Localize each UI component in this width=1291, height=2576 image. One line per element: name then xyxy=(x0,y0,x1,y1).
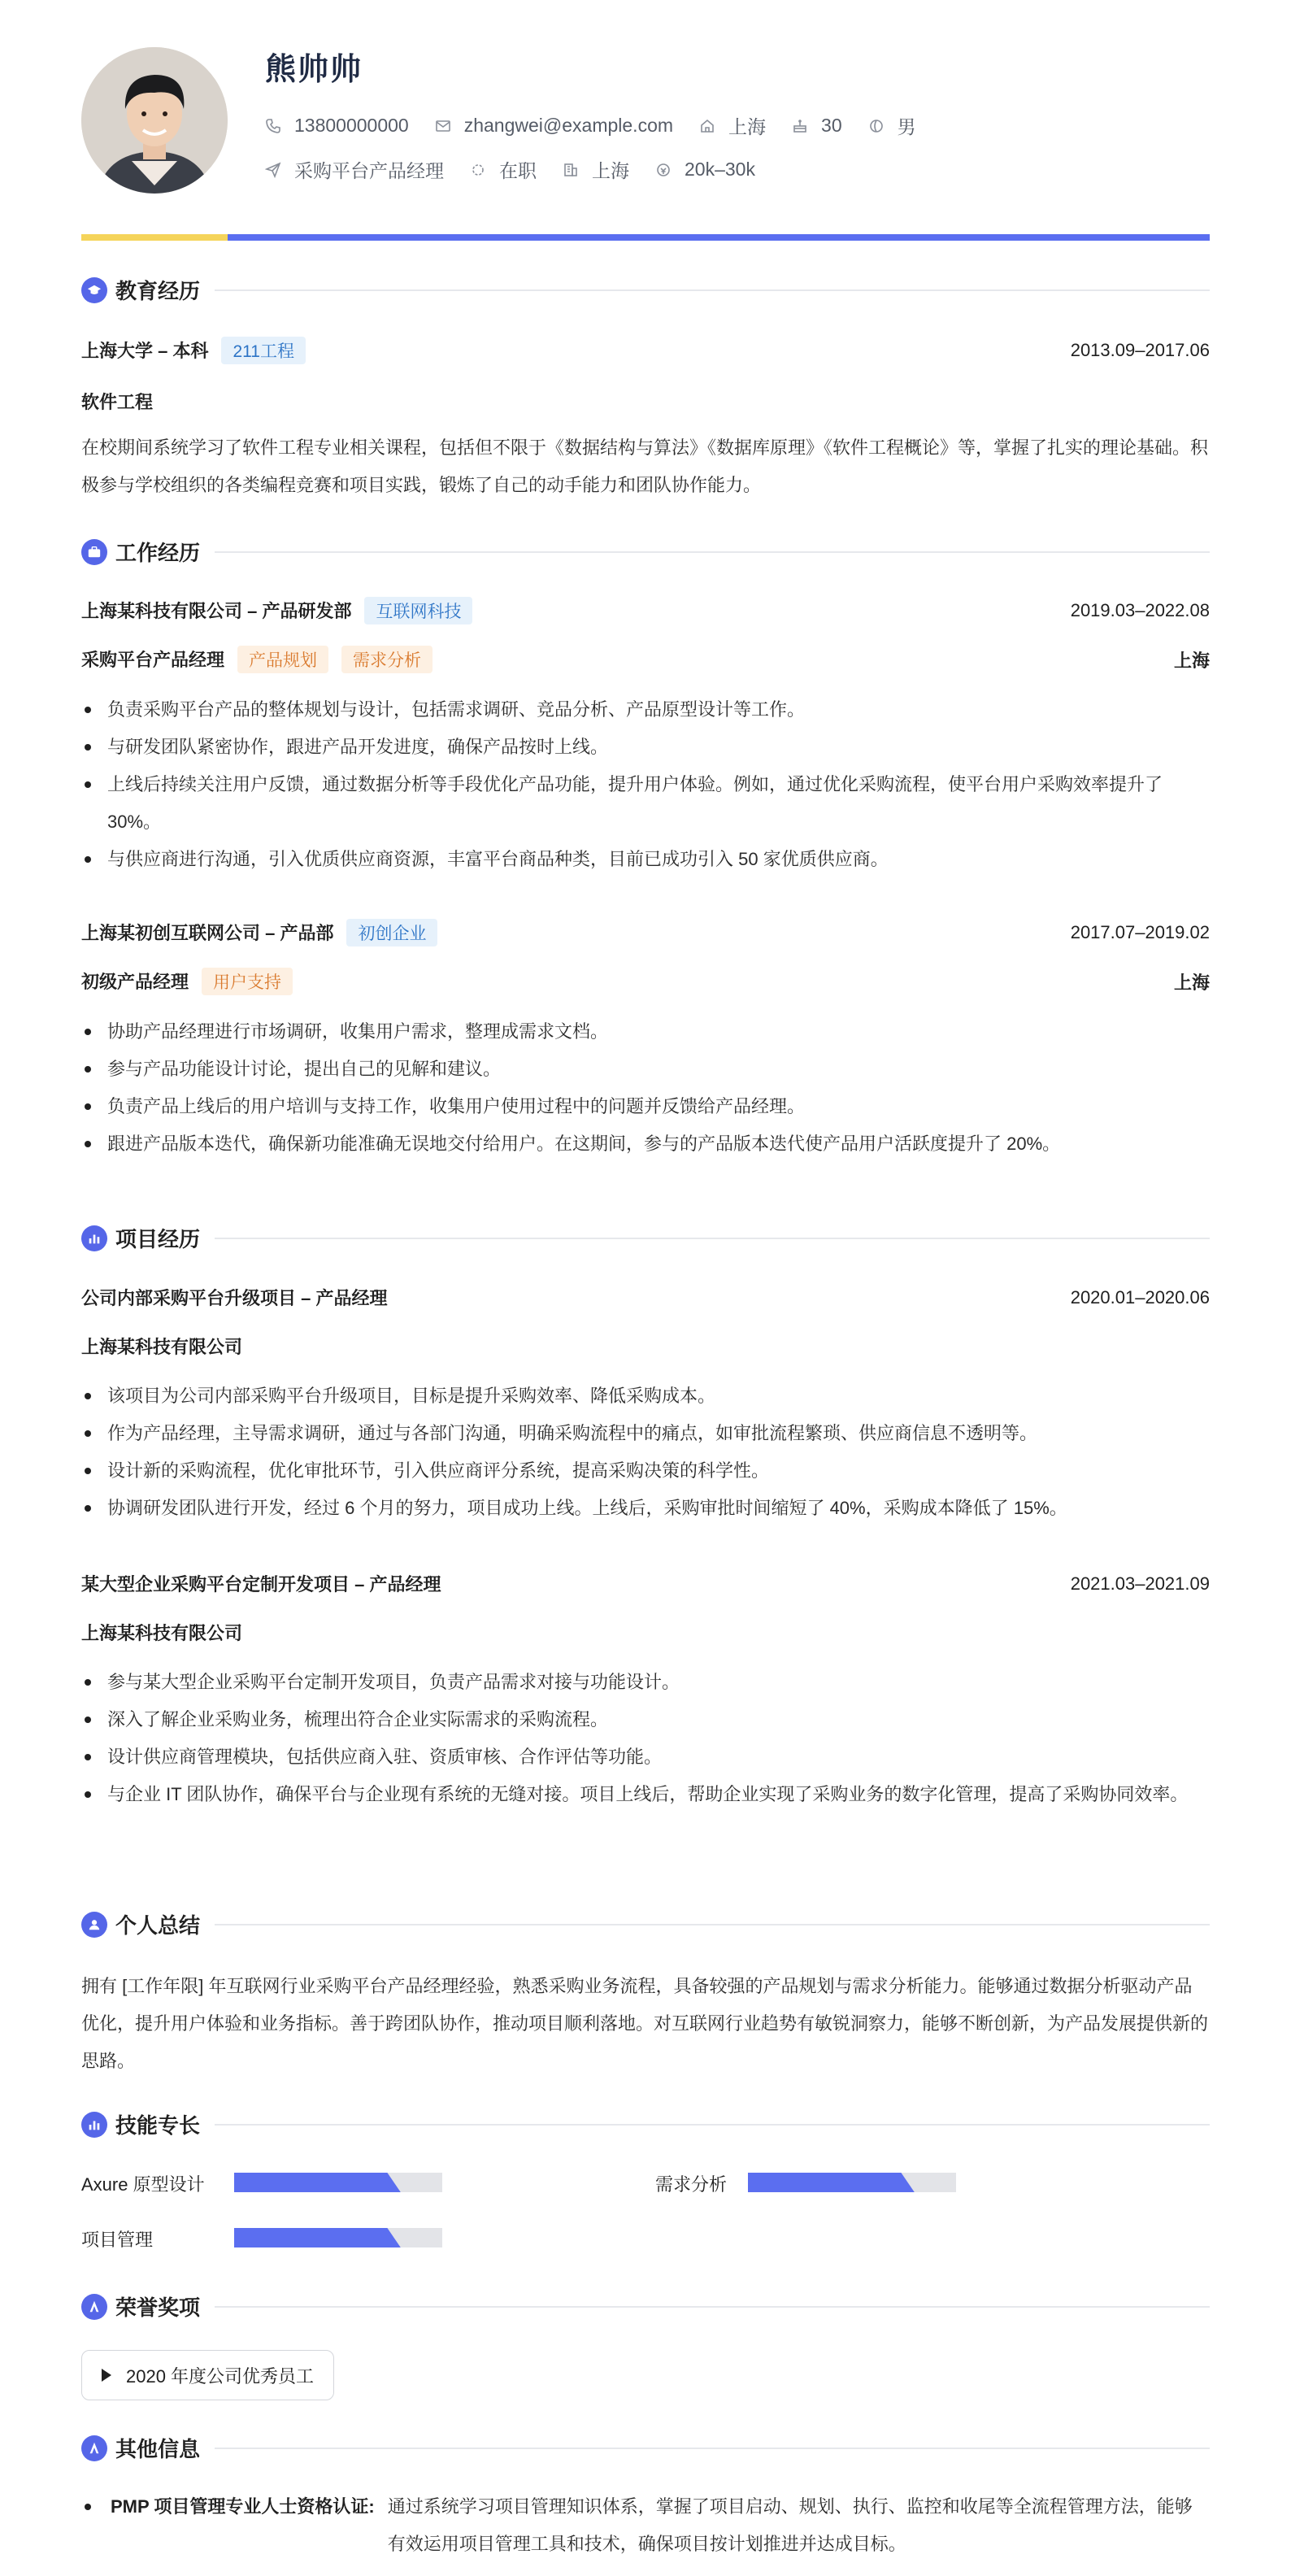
home-icon xyxy=(699,118,715,134)
send-icon xyxy=(265,162,281,178)
section-education xyxy=(81,275,1210,305)
bar-chart-icon xyxy=(81,2112,107,2138)
skill-bar-fill xyxy=(748,2173,915,2192)
skill-bar-fill xyxy=(234,2228,401,2247)
list-item: 协助产品经理进行市场调研，收集用户需求，整理成需求文档。 xyxy=(81,1013,1210,1051)
company-name: 上海某初创互联网公司 – 产品部 xyxy=(81,923,334,943)
section-rule xyxy=(215,2306,1210,2308)
education-header xyxy=(81,337,1210,364)
school-name: 上海大学 – 本科 xyxy=(81,341,209,361)
work-2-header xyxy=(81,919,1210,946)
list-item: 设计新的采购流程，优化审批环节，引入供应商评分系统，提高采购决策的科学性。 xyxy=(81,1452,1210,1490)
skill-bar xyxy=(748,2173,956,2192)
age-value: 30 xyxy=(821,115,842,136)
project-1-bullets xyxy=(81,1377,1210,1527)
list-item: 参与某大型企业采购平台定制开发项目，负责产品需求对接与功能设计。 xyxy=(81,1664,1210,1701)
section-title: 个人总结 xyxy=(115,1913,201,1938)
briefcase-icon xyxy=(81,539,107,565)
project-title: 某大型企业采购平台定制开发项目 – 产品经理 xyxy=(81,1574,441,1595)
role-title: 采购平台产品经理 xyxy=(81,650,225,670)
section-rule xyxy=(215,1924,1210,1925)
phone-icon xyxy=(265,118,281,134)
role-tag: 用户支持 xyxy=(202,968,293,995)
list-item: 与研发团队紧密协作，跟进产品开发进度，确保产品按时上线。 xyxy=(81,729,1210,766)
section-work xyxy=(81,537,1210,567)
section-title: 项目经历 xyxy=(115,1227,201,1251)
city-value: 上海 xyxy=(728,116,767,137)
status-icon xyxy=(470,162,486,178)
list-item: 上线后持续关注用户反馈，通过数据分析等手段优化产品功能，提升用户体验。例如，通过优化采购流程，使平台用户采购效率提升了 30%。 xyxy=(81,766,1210,841)
role-tag: 产品规划 xyxy=(237,646,328,673)
skill-item xyxy=(655,2171,727,2196)
candidate-name: 熊帅帅 xyxy=(265,53,363,87)
work-location: 上海 xyxy=(1173,972,1210,993)
work-date: 2017.07–2019.02 xyxy=(1070,922,1210,942)
mail-icon xyxy=(435,118,451,134)
coin-icon xyxy=(655,162,672,178)
list-item: 协调研发团队进行开发，经过 6 个月的努力，项目成功上线。上线后，采购审批时间缩短了 40%，采购成本降低了 15%。 xyxy=(81,1490,1210,1527)
skill-item xyxy=(81,2226,153,2252)
avatar xyxy=(81,47,228,194)
salary-value: 20k–30k xyxy=(685,159,755,180)
age-item xyxy=(792,115,842,137)
cake-icon xyxy=(792,118,808,134)
project-title: 公司内部采购平台升级项目 – 产品经理 xyxy=(81,1288,388,1308)
section-other xyxy=(81,2433,1210,2463)
user-icon xyxy=(81,1912,107,1938)
section-honors xyxy=(81,2291,1210,2321)
list-item: 深入了解企业采购业务，梳理出符合企业实际需求的采购流程。 xyxy=(81,1701,1210,1738)
section-rule xyxy=(215,289,1210,291)
section-rule xyxy=(215,2448,1210,2449)
divider-accent-blue xyxy=(228,234,1210,241)
phone-value: 13800000000 xyxy=(294,115,409,136)
status-item xyxy=(470,156,537,183)
gender-icon xyxy=(868,118,885,134)
list-item: 与企业 IT 团队协作，确保平台与企业现有系统的无缝对接。项目上线后，帮助企业实现了采购业务的数字化管理，提高了采购协同效率。 xyxy=(81,1776,1210,1813)
list-item: 与供应商进行沟通，引入优质供应商资源，丰富平台商品种类，目前已成功引入 50 家优质供应商。 xyxy=(81,841,1210,878)
school-tag: 211工程 xyxy=(221,337,305,364)
skill-name: Axure 原型设计 xyxy=(81,2174,205,2195)
education-date: 2013.09–2017.06 xyxy=(1070,340,1210,360)
header-divider xyxy=(81,234,1210,241)
list-item: 参与产品功能设计讨论，提出自己的见解和建议。 xyxy=(81,1051,1210,1088)
section-title: 荣誉奖项 xyxy=(115,2295,201,2320)
city-item xyxy=(699,112,766,139)
education-description: 在校期间系统学习了软件工程专业相关课程，包括但不限于《数据结构与算法》《数据库原理》《软件工程概论》等，掌握了扎实的理论基础。积极参与学校组织的各类编程竞赛和项目实践，锻炼了自己的动手能力和团队协作能力。 xyxy=(81,437,1209,495)
section-summary xyxy=(81,1909,1210,1939)
work-1-header xyxy=(81,597,1210,624)
section-title: 工作经历 xyxy=(115,541,201,565)
work-2-role xyxy=(81,968,1210,995)
work-2-bullets xyxy=(81,1013,1210,1163)
list-item: 跟进产品版本迭代，确保新功能准确无误地交付给用户。在这期间，参与的产品版本迭代使产品用户活跃度提升了 20%。 xyxy=(81,1125,1210,1163)
skill-bar-fill xyxy=(234,2173,401,2192)
gender-item xyxy=(868,112,916,139)
divider-accent-yellow xyxy=(81,234,228,241)
award-icon xyxy=(81,2294,107,2320)
project-2-header xyxy=(81,1571,1210,1596)
target-role-value: 采购平台产品经理 xyxy=(294,160,444,181)
work-date: 2019.03–2022.08 xyxy=(1070,600,1210,620)
salary-item xyxy=(655,159,755,181)
email-value: zhangwei@example.com xyxy=(463,115,674,136)
project-company: 上海某科技有限公司 xyxy=(81,1623,243,1643)
company-tag: 初创企业 xyxy=(346,919,437,946)
contact-row xyxy=(265,112,942,139)
project-1-header xyxy=(81,1285,1210,1310)
profile-header xyxy=(81,0,1210,236)
role-tag: 需求分析 xyxy=(341,646,433,673)
play-triangle-icon xyxy=(102,2369,111,2382)
section-title: 教育经历 xyxy=(115,279,201,303)
work-location: 上海 xyxy=(1173,650,1210,671)
role-title: 初级产品经理 xyxy=(81,972,189,992)
list-item: 设计供应商管理模块，包括供应商入驻、资质审核、合作评估等功能。 xyxy=(81,1738,1210,1776)
section-title: 技能专长 xyxy=(115,2113,201,2138)
section-skills xyxy=(81,2109,1210,2139)
section-rule xyxy=(215,2124,1210,2126)
skill-bar xyxy=(234,2173,442,2192)
skill-name: 项目管理 xyxy=(81,2230,154,2250)
major: 软件工程 xyxy=(81,392,154,412)
summary-text: 拥有 [工作年限] 年互联网行业采购平台产品经理经验，熟悉采购业务流程，具备较强的产品规划与需求分析能力。能够通过数据分析驱动产品优化，提升用户体验和业务指标。善于跨团队协作，推动项目顺利落地。对互联网行业趋势有敏锐洞察力，能够不断创新，为产品发展提供新的思路。 xyxy=(81,1976,1209,2071)
intent-row xyxy=(265,156,781,183)
section-title: 其他信息 xyxy=(115,2437,201,2461)
list-item: 该项目为公司内部采购平台升级项目，目标是提升采购效率、降低采购成本。 xyxy=(81,1377,1210,1415)
work-1-role xyxy=(81,646,1210,673)
project-date: 2020.01–2020.06 xyxy=(1070,1286,1210,1308)
gender-value: 男 xyxy=(897,116,916,137)
phone-item xyxy=(265,115,409,137)
target-role-item xyxy=(265,156,444,183)
building-icon xyxy=(563,162,579,178)
target-city-item xyxy=(563,156,629,183)
company-name: 上海某科技有限公司 – 产品研发部 xyxy=(81,601,352,621)
skill-name: 需求分析 xyxy=(655,2174,728,2195)
section-rule xyxy=(215,1238,1210,1239)
other-text: 通过系统学习项目管理知识体系，掌握了项目启动、规划、执行、监控和收尾等全流程管理方法，能够有效运用项目管理工具和技术，确保项目按计划推进并达成目标。 xyxy=(387,2496,1193,2554)
list-item: 作为产品经理，主导需求调研，通过与各部门沟通，明确采购流程中的痛点，如审批流程繁琐、供应商信息不透明等。 xyxy=(81,1415,1210,1452)
graduation-cap-icon xyxy=(81,277,107,303)
other-label: PMP 项目管理专业人士资格认证: xyxy=(111,2496,375,2517)
skill-bar xyxy=(234,2228,442,2247)
bullet-dot xyxy=(85,2504,91,2510)
other-item xyxy=(81,2488,1210,2563)
target-city-value: 上海 xyxy=(592,160,629,181)
project-date: 2021.03–2021.09 xyxy=(1070,1573,1210,1594)
section-rule xyxy=(215,551,1210,553)
bar-chart-icon xyxy=(81,1225,107,1251)
list-item: 负责产品上线后的用户培训与支持工作，收集用户使用过程中的问题并反馈给产品经理。 xyxy=(81,1088,1210,1125)
project-company: 上海某科技有限公司 xyxy=(81,1337,243,1357)
info-icon xyxy=(81,2435,107,2461)
skill-item xyxy=(81,2171,205,2196)
status-value: 在职 xyxy=(499,160,537,181)
company-tag: 互联网科技 xyxy=(364,597,472,624)
project-2-bullets xyxy=(81,1664,1210,1813)
section-projects xyxy=(81,1223,1210,1253)
award-item xyxy=(81,2350,334,2400)
work-1-bullets xyxy=(81,691,1210,878)
award-label: 2020 年度公司优秀员工 xyxy=(126,2365,315,2387)
list-item: 负责采购平台产品的整体规划与设计，包括需求调研、竞品分析、产品原型设计等工作。 xyxy=(81,691,1210,729)
email-item xyxy=(435,115,673,137)
